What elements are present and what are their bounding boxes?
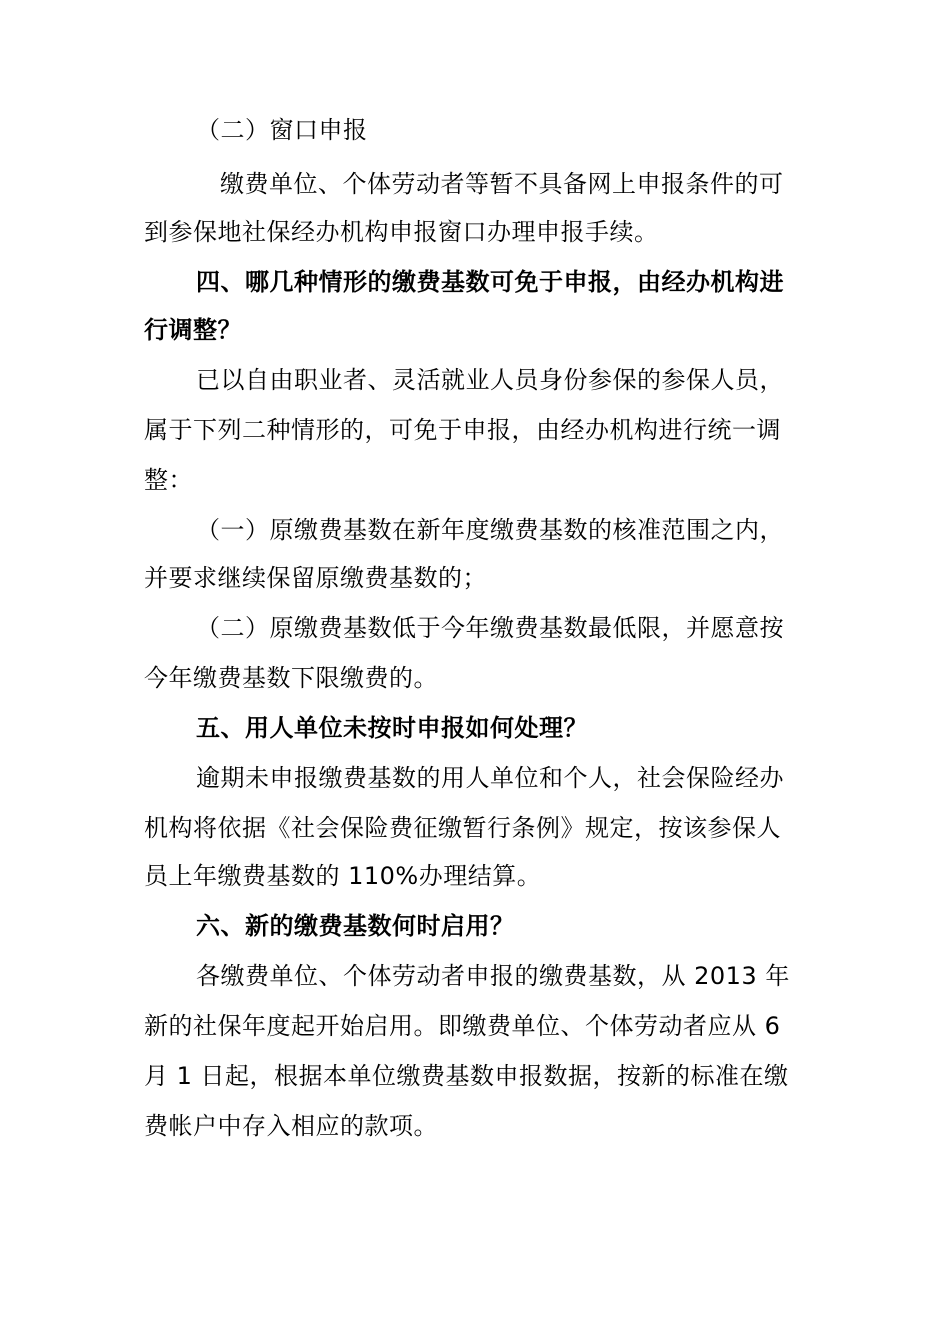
paragraph-line: 各缴费单位、个体劳动者申报的缴费基数，从 2013 年 [196,962,790,990]
list-item-2: （二）原缴费基数低于今年缴费基数最低限，并愿意按 [196,614,784,642]
paragraph-line: 费帐户中存入相应的款项。 [144,1112,438,1140]
question-6-heading: 六、新的缴费基数何时启用？ [196,912,515,940]
paragraph-line: 月 1 日起，根据本单位缴费基数申报数据，按新的标准在缴 [144,1062,789,1090]
list-item-1: （一）原缴费基数在新年度缴费基数的核准范围之内， [196,516,784,544]
paragraph-line: 到参保地社保经办机构申报窗口办理申报手续。 [144,218,659,246]
paragraph-line: 机构将依据《社会保险费征缴暂行条例》规定，按该参保人 [144,814,781,842]
list-item-1-cont: 并要求继续保留原缴费基数的； [144,564,487,592]
question-4-heading: 四、哪几种情形的缴费基数可免于申报，由经办机构进 [196,268,784,296]
paragraph-line: 员上年缴费基数的 110%办理结算。 [144,862,542,890]
paragraph-line: 新的社保年度起开始启用。即缴费单位、个体劳动者应从 6 [144,1012,781,1040]
paragraph-line: 整： [144,466,193,494]
question-5-heading: 五、用人单位未按时申报如何处理？ [196,714,588,742]
paragraph-line: 逾期未申报缴费基数的用人单位和个人，社会保险经办 [196,764,784,792]
question-4-heading-cont: 行调整？ [144,316,242,344]
paragraph-line: 属于下列二种情形的，可免于申报，由经办机构进行统一调 [144,416,781,444]
paragraph-line: 已以自由职业者、灵活就业人员身份参保的参保人员， [196,366,784,394]
subsection-heading-window-filing: （二）窗口申报 [196,116,368,144]
paragraph-line: 缴费单位、个体劳动者等暂不具备网上申报条件的可 [220,170,784,198]
list-item-2-cont: 今年缴费基数下限缴费的。 [144,664,438,692]
